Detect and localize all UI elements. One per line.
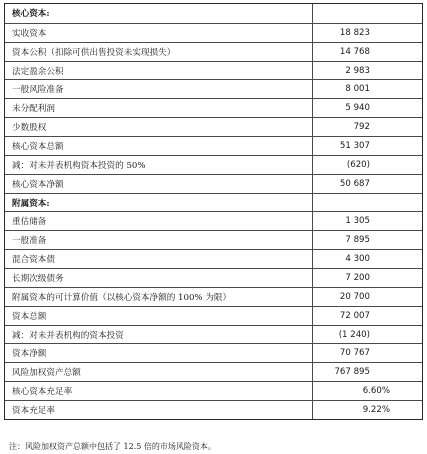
row-value: 72 007 [312,307,422,325]
row-value: 1 305 [312,212,422,230]
table-row [5,362,422,381]
row-value: 5 940 [312,99,422,117]
table-row [5,193,422,212]
table-row [5,136,422,155]
table-row [5,306,422,325]
row-label: 减：对未并表机构的资本投资 [12,330,124,341]
table-row [5,155,422,174]
table-row [5,381,422,400]
row-label: 附属资本的可计算价值（以核心资本净额的 100% 为限） [12,292,232,303]
row-value: 18 823 [312,24,422,42]
row-label: 一般准备 [12,236,47,247]
table-row [5,79,422,98]
row-value: 2 983 [312,62,422,80]
row-value: 4 300 [312,250,422,268]
row-value: 7 895 [312,231,422,249]
row-value: 51 307 [312,137,422,155]
row-label: 资本公积（扣除可供出售投资未实现损失） [12,47,176,58]
row-label: 法定盈余公积 [12,66,64,77]
row-label: 少数股权 [12,123,47,134]
table-row [5,249,422,268]
table-footnote: 注：风险加权资产总额中包括了 12.5 倍的市场风险资本。 [9,442,216,451]
row-label: 资本净额 [12,349,47,360]
row-value: 7 200 [312,269,422,287]
table-row [5,230,422,249]
section-heading: 核心资本: [12,9,50,20]
row-label: 核心资本充足率 [12,387,73,398]
table-row [5,61,422,80]
capital-adequacy-table [4,3,423,420]
row-label: 核心资本净额 [12,179,64,190]
row-label: 重估储备 [12,217,47,228]
row-value: 6.60% [312,382,422,400]
table-row [5,343,422,362]
table-row [5,287,422,306]
row-value: 8 001 [312,80,422,98]
row-label: 资本总额 [12,311,47,322]
row-value: 50 687 [312,175,422,193]
table-row [5,325,422,344]
row-label: 一般风险准备 [12,85,64,96]
row-value: 9.22% [312,401,422,419]
table-row [5,211,422,230]
row-label: 减：对未并表机构资本投资的 50% [12,160,146,171]
table-row [5,42,422,61]
row-value: 14 768 [312,43,422,61]
row-label: 混合资本债 [12,255,55,266]
row-value: 20 700 [312,288,422,306]
table-row [5,117,422,136]
table-row [5,4,422,23]
row-label: 实收资本 [12,28,47,39]
row-label: 未分配利润 [12,104,55,115]
row-value: (620) [312,156,422,174]
row-label: 长期次级债务 [12,273,64,284]
row-label: 资本充足率 [12,405,55,416]
table-row [5,98,422,117]
row-value [312,194,422,212]
row-value: 70 767 [312,344,422,362]
table-row [5,400,422,419]
row-label: 风险加权资产总额 [12,368,81,379]
table-row [5,268,422,287]
row-label: 核心资本总额 [12,141,64,152]
row-value: 767 895 [312,363,422,381]
row-value [312,4,422,23]
row-value: (1 240) [312,326,422,344]
row-value: 792 [312,118,422,136]
table-row [5,23,422,42]
section-heading: 附属资本: [12,198,50,209]
table-row [5,174,422,193]
